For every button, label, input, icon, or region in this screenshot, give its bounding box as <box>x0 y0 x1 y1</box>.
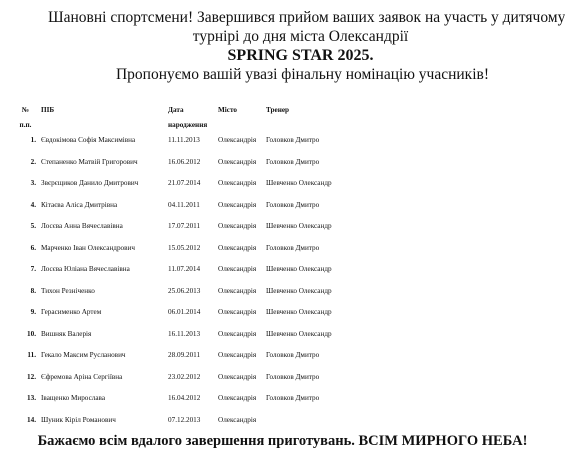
birth-date: 17.07.2011 <box>168 222 201 231</box>
participant-name: Іващенко Мирослава <box>41 394 106 403</box>
announcement-line-1: Шановні спортсмени! Завершився прийом ваших заявок на участь у дитячому <box>48 9 565 26</box>
coach: Головков Дмитро <box>266 157 320 166</box>
table-row <box>10 302 356 324</box>
city: Олександрія <box>218 243 257 252</box>
coach: Головков Дмитро <box>266 200 320 209</box>
closing-message: Бажаємо всім вдалого завершення приготувань. ВСІМ МИРНОГО НЕБА! <box>37 433 528 449</box>
row-number: 3. <box>30 179 36 188</box>
table-row <box>10 216 356 238</box>
announcement-header <box>0 8 565 84</box>
row-number: 7. <box>30 265 36 274</box>
participant-name: Гекало Максим Русланович <box>41 351 126 360</box>
birth-date: 04.11.2011 <box>168 200 200 209</box>
city: Олександрія <box>218 415 257 424</box>
participant-name: Єфремова Аріна Сергіївна <box>41 372 123 381</box>
table-row <box>10 388 356 410</box>
coach: Шевченко Олександр <box>266 308 332 317</box>
table-row <box>10 238 356 260</box>
header-number-line-1: № <box>21 106 30 114</box>
city: Олександрія <box>218 394 257 403</box>
header-birthdate-line-2: народження <box>168 121 208 129</box>
header-number <box>10 106 41 130</box>
birth-date: 11.07.2014 <box>168 265 201 274</box>
birth-date: 23.02.2012 <box>168 372 201 381</box>
participant-name: Тихон Резніченко <box>41 286 95 295</box>
table-row <box>10 345 356 367</box>
birth-date: 16.06.2012 <box>168 157 201 166</box>
row-number: 10. <box>27 329 36 338</box>
city: Олександрія <box>218 157 257 166</box>
table-row <box>10 410 356 432</box>
row-number: 1. <box>30 136 36 145</box>
announcement-line-4: Пропонуємо вашій увазі фінальну номінацію учасників! <box>115 66 489 83</box>
participant-name: Вишняк Валерія <box>41 329 92 338</box>
coach: Шевченко Олександр <box>266 329 332 338</box>
table-row <box>10 152 356 174</box>
row-number: 2. <box>30 157 36 166</box>
row-number: 13. <box>27 394 36 403</box>
city: Олександрія <box>218 372 257 381</box>
coach: Шевченко Олександр <box>266 179 332 188</box>
header-birthdate-line-1: Дата <box>168 106 184 114</box>
coach: Головков Дмитро <box>266 372 320 381</box>
birth-date: 06.01.2014 <box>168 308 201 317</box>
table-row <box>10 173 356 195</box>
row-number: 11. <box>27 351 36 360</box>
city: Олександрія <box>218 286 257 295</box>
table-header-row <box>10 106 356 130</box>
row-number: 8. <box>30 286 36 295</box>
participant-name: Марченко Іван Олександрович <box>41 243 135 252</box>
city: Олександрія <box>218 200 257 209</box>
birth-date: 07.12.2013 <box>168 415 201 424</box>
birth-date: 21.07.2014 <box>168 179 201 188</box>
coach: Головков Дмитро <box>266 394 320 403</box>
participant-name: Герасименко Артем <box>41 308 102 317</box>
row-number: 9. <box>30 308 36 317</box>
birth-date: 28.09.2011 <box>168 351 201 360</box>
row-number: 12. <box>27 372 36 381</box>
row-number: 6. <box>30 243 36 252</box>
participant-name: Шуник Кіріл Романович <box>41 415 116 424</box>
table-row <box>10 130 356 152</box>
header-name: ПІБ <box>41 106 55 114</box>
coach: Шевченко Олександр <box>266 265 332 274</box>
coach: Головков Дмитро <box>266 351 320 360</box>
announcement-line-2: турнірі до дня міста Олександрії <box>192 28 409 45</box>
participant-name: Звєрєщиков Данило Дмитрович <box>41 179 139 188</box>
birth-date: 25.06.2013 <box>168 286 201 295</box>
birth-date: 11.11.2013 <box>168 136 200 145</box>
coach: Шевченко Олександр <box>266 222 332 231</box>
participant-name: Лосєва Анна Вячеславівна <box>41 222 123 231</box>
city: Олександрія <box>218 308 257 317</box>
coach: Шевченко Олександр <box>266 286 332 295</box>
row-number: 14. <box>27 415 36 424</box>
city: Олександрія <box>218 351 257 360</box>
header-city: Місто <box>218 106 238 114</box>
table-row <box>10 195 356 217</box>
header-coach: Тренер <box>266 106 290 114</box>
row-number: 5. <box>30 222 36 231</box>
participant-name: Євдокімова Софія Максимівна <box>41 136 136 145</box>
header-birthdate <box>168 106 218 130</box>
city: Олександрія <box>218 329 257 338</box>
row-number: 4. <box>30 200 36 209</box>
participants-table <box>10 106 356 431</box>
coach: Головков Дмитро <box>266 136 320 145</box>
participant-name: Лосєва Юліана Вячеславівна <box>41 265 130 274</box>
birth-date: 16.04.2012 <box>168 394 201 403</box>
city: Олександрія <box>218 136 257 145</box>
coach <box>266 410 356 432</box>
participant-name: Кітаєва Аліса Дмитрівна <box>41 200 118 209</box>
birth-date: 15.05.2012 <box>168 243 201 252</box>
participant-name: Степаненко Матвій Григорович <box>41 157 138 166</box>
birth-date: 16.11.2013 <box>168 329 201 338</box>
table-row <box>10 281 356 303</box>
table-row <box>10 324 356 346</box>
city: Олександрія <box>218 179 257 188</box>
coach: Головков Дмитро <box>266 243 320 252</box>
city: Олександрія <box>218 265 257 274</box>
table-row <box>10 259 356 281</box>
city: Олександрія <box>218 222 257 231</box>
table-row <box>10 367 356 389</box>
header-number-line-2: п.п. <box>19 121 32 129</box>
tournament-title: SPRING STAR 2025. <box>227 47 374 64</box>
